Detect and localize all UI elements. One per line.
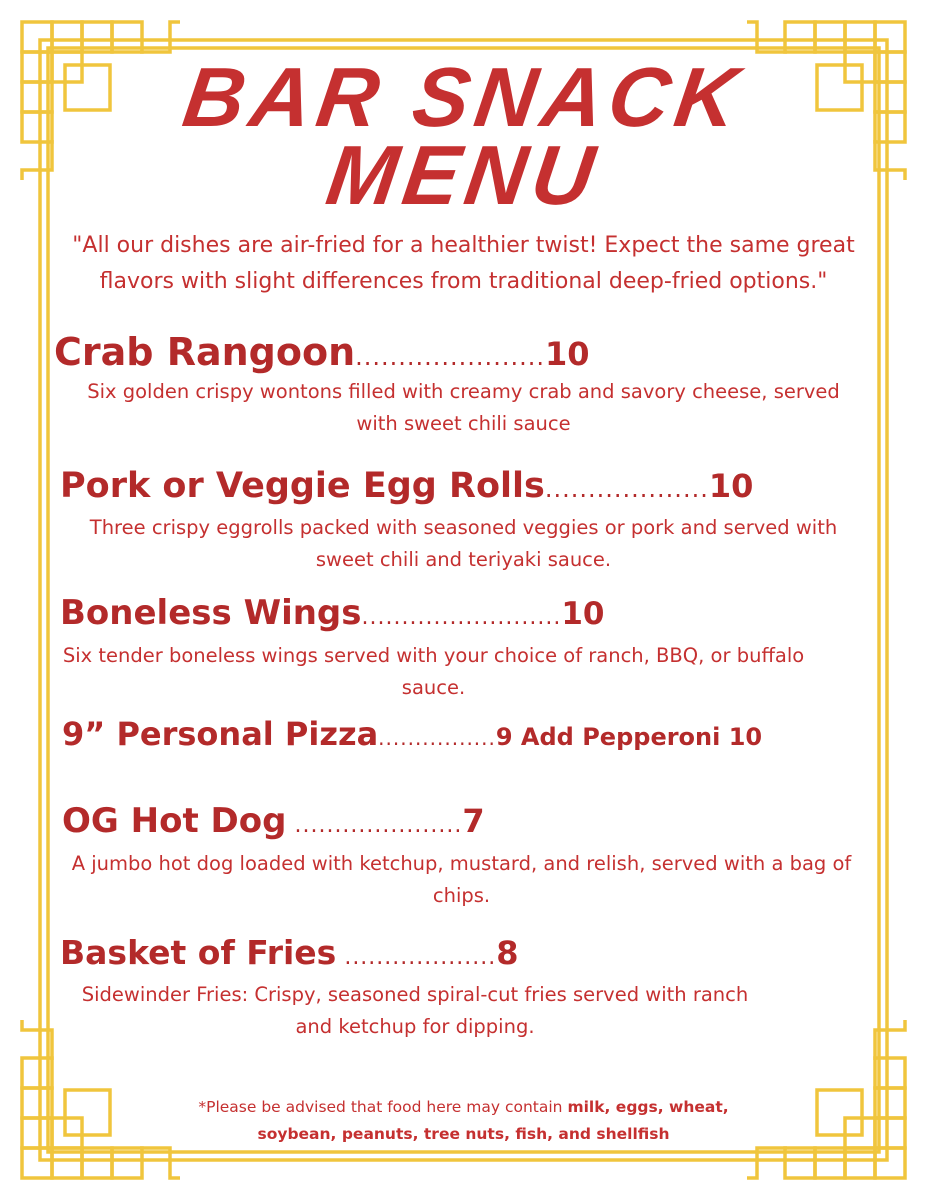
- corner-ornament-bottom-right: [747, 1020, 905, 1178]
- item-dots: ......................: [355, 343, 545, 371]
- item-price: 10: [561, 596, 605, 632]
- item-name: Pork or Veggie Egg Rolls: [60, 466, 545, 506]
- menu-item-og-hot-dog: [62, 801, 485, 841]
- item-price: 10: [708, 467, 754, 505]
- item-description: A jumbo hot dog loaded with ketchup, mustard, and relish, served with a bag of chips.: [71, 852, 852, 907]
- menu-title-line2: MENU: [321, 128, 606, 222]
- allergen-list: milk, eggs, wheat, soybean, peanuts, tree nuts, fish, and shellfish: [257, 1098, 729, 1143]
- menu-item-crab-rangoon: [54, 330, 590, 374]
- item-name: Crab Rangoon: [54, 330, 356, 374]
- menu-item-egg-rolls: [60, 466, 753, 506]
- item-dots: ...................: [544, 475, 709, 503]
- item-description: Sidewinder Fries: Crispy, seasoned spiral-cut fries served with ranch and ketchup for dipping.: [81, 983, 749, 1038]
- item-dots: ...................: [336, 945, 497, 970]
- item-name: 9” Personal Pizza: [62, 715, 379, 753]
- menu-item-basket-of-fries: [60, 933, 518, 972]
- item-dots: ................: [378, 726, 496, 750]
- allergen-notice: [160, 1094, 767, 1148]
- item-dots: .........................: [361, 605, 562, 630]
- item-name: Boneless Wings: [60, 593, 362, 633]
- allergen-prefix: *Please be advised that food here may contain: [198, 1098, 568, 1116]
- intro-text: "All our dishes are air-fried for a healthier twist! Expect the same great flavors with slight differences from traditional deep-fried options.": [72, 233, 855, 294]
- item-price: 7: [462, 802, 485, 840]
- menu-item-boneless-wings: [60, 593, 605, 633]
- item-price: 9 Add Pepperoni 10: [495, 723, 763, 751]
- item-price: 10: [544, 335, 590, 373]
- menu-title-line1: BAR SNACK: [177, 50, 750, 144]
- item-description: Three crispy eggrolls packed with seasoned veggies or pork and served with sweet chili and teriyaki sauce.: [89, 516, 838, 571]
- item-dots: .....................: [286, 813, 463, 838]
- item-name: OG Hot Dog: [62, 801, 287, 841]
- item-name: Basket of Fries: [60, 933, 337, 972]
- item-price: 8: [496, 934, 519, 972]
- menu-item-personal-pizza: [62, 715, 762, 753]
- corner-ornament-bottom-left: [22, 1020, 180, 1178]
- item-description: Six golden crispy wontons filled with creamy crab and savory cheese, served with sweet chili sauce: [87, 380, 840, 435]
- item-description: Six tender boneless wings served with your choice of ranch, BBQ, or buffalo sauce.: [62, 644, 805, 699]
